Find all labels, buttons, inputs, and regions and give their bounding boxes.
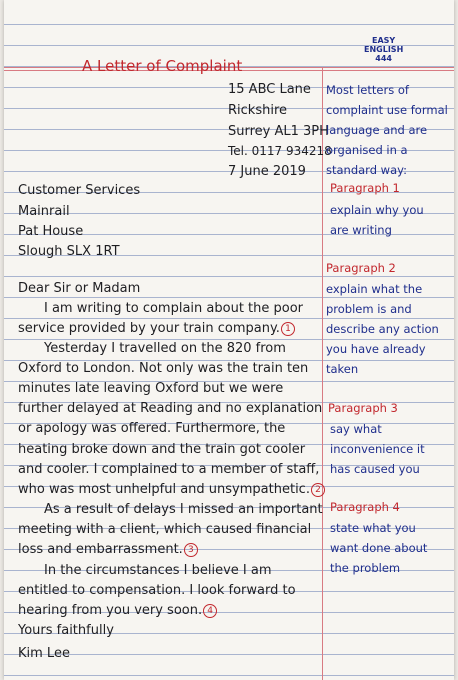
body-line: or apology was offered. Furthermore, the — [18, 421, 286, 436]
address-date: 7 June 2019 — [228, 164, 306, 179]
body-line: minutes late leaving Oxford but we were — [18, 381, 284, 396]
note-line: explain what the — [326, 282, 423, 296]
recipient-line: Mainrail — [18, 204, 70, 219]
body-line — [18, 480, 325, 500]
note-line: problem is and — [326, 302, 412, 316]
body-text: who was most unhelpful and unsympathetic. — [18, 482, 310, 497]
notebook-page — [4, 0, 454, 680]
recipient-line: Customer Services — [18, 183, 141, 198]
note-line: Most letters of — [326, 83, 409, 97]
body-line: As a result of delays I missed an important — [44, 502, 323, 517]
note-line: inconvenience it — [330, 442, 425, 456]
body-line: entitled to compensation. I look forward to — [18, 583, 296, 598]
body-text: hearing from you very soon. — [18, 603, 203, 618]
logo-text: ENGLISH — [364, 45, 404, 54]
note-line: complaint use formal — [326, 103, 448, 117]
signature: Kim Lee — [18, 646, 70, 661]
address-line: 15 ABC Lane — [228, 82, 311, 97]
body-line: Oxford to London. Not only was the train ten — [18, 361, 309, 376]
body-line: I am writing to complain about the poor — [44, 301, 304, 316]
logo-text: EASY — [372, 36, 396, 45]
note-line: has caused you — [330, 462, 420, 476]
note-line: want done about — [330, 541, 428, 555]
body-text: service provided by your train company. — [18, 321, 280, 336]
body-line — [18, 540, 198, 560]
closing: Yours faithfully — [18, 623, 114, 638]
note-line: explain why you — [330, 203, 424, 217]
easy-english-logo — [364, 36, 403, 63]
note-line: describe any action — [326, 322, 439, 336]
note-line: taken — [326, 362, 359, 376]
note-heading: Paragraph 1 — [330, 181, 400, 195]
body-line: meeting with a client, which caused financial — [18, 522, 312, 537]
paragraph-marker: 1 — [281, 322, 295, 336]
body-text: loss and embarrassment. — [18, 542, 183, 557]
note-heading: Paragraph 4 — [330, 500, 400, 514]
address-phone: Tel. 0117 934218 — [228, 144, 332, 158]
paragraph-marker: 3 — [184, 543, 198, 557]
body-line: and cooler. I complained to a member of staff, — [18, 462, 320, 477]
salutation: Dear Sir or Madam — [18, 281, 141, 296]
paragraph-marker: 4 — [203, 604, 217, 618]
body-line: In the circumstances I believe I am — [44, 563, 272, 578]
body-line: heating broke down and the train got cooler — [18, 442, 306, 457]
note-line: standard way: — [326, 163, 407, 177]
body-line — [18, 319, 295, 339]
note-line: are writing — [330, 223, 392, 237]
note-line: state what you — [330, 521, 416, 535]
body-line: Yesterday I travelled on the 820 from — [44, 341, 286, 356]
note-line: you have already — [326, 342, 426, 356]
recipient-line: Pat House — [18, 224, 84, 239]
address-line: Rickshire — [228, 103, 288, 118]
body-line: further delayed at Reading and no explanation — [18, 401, 323, 416]
note-line: say what — [330, 422, 382, 436]
note-line: the problem — [330, 561, 401, 575]
note-line: organised in a — [326, 143, 408, 157]
address-line: Surrey AL1 3PH — [228, 124, 329, 139]
paragraph-marker: 2 — [311, 483, 325, 497]
note-heading: Paragraph 3 — [328, 401, 398, 415]
note-line: language and are — [326, 123, 428, 137]
note-heading: Paragraph 2 — [326, 261, 396, 275]
recipient-line: Slough SLX 1RT — [18, 244, 120, 259]
body-line — [18, 601, 217, 621]
logo-text: 444 — [375, 54, 392, 63]
page-title: A Letter of Complaint — [82, 57, 243, 75]
